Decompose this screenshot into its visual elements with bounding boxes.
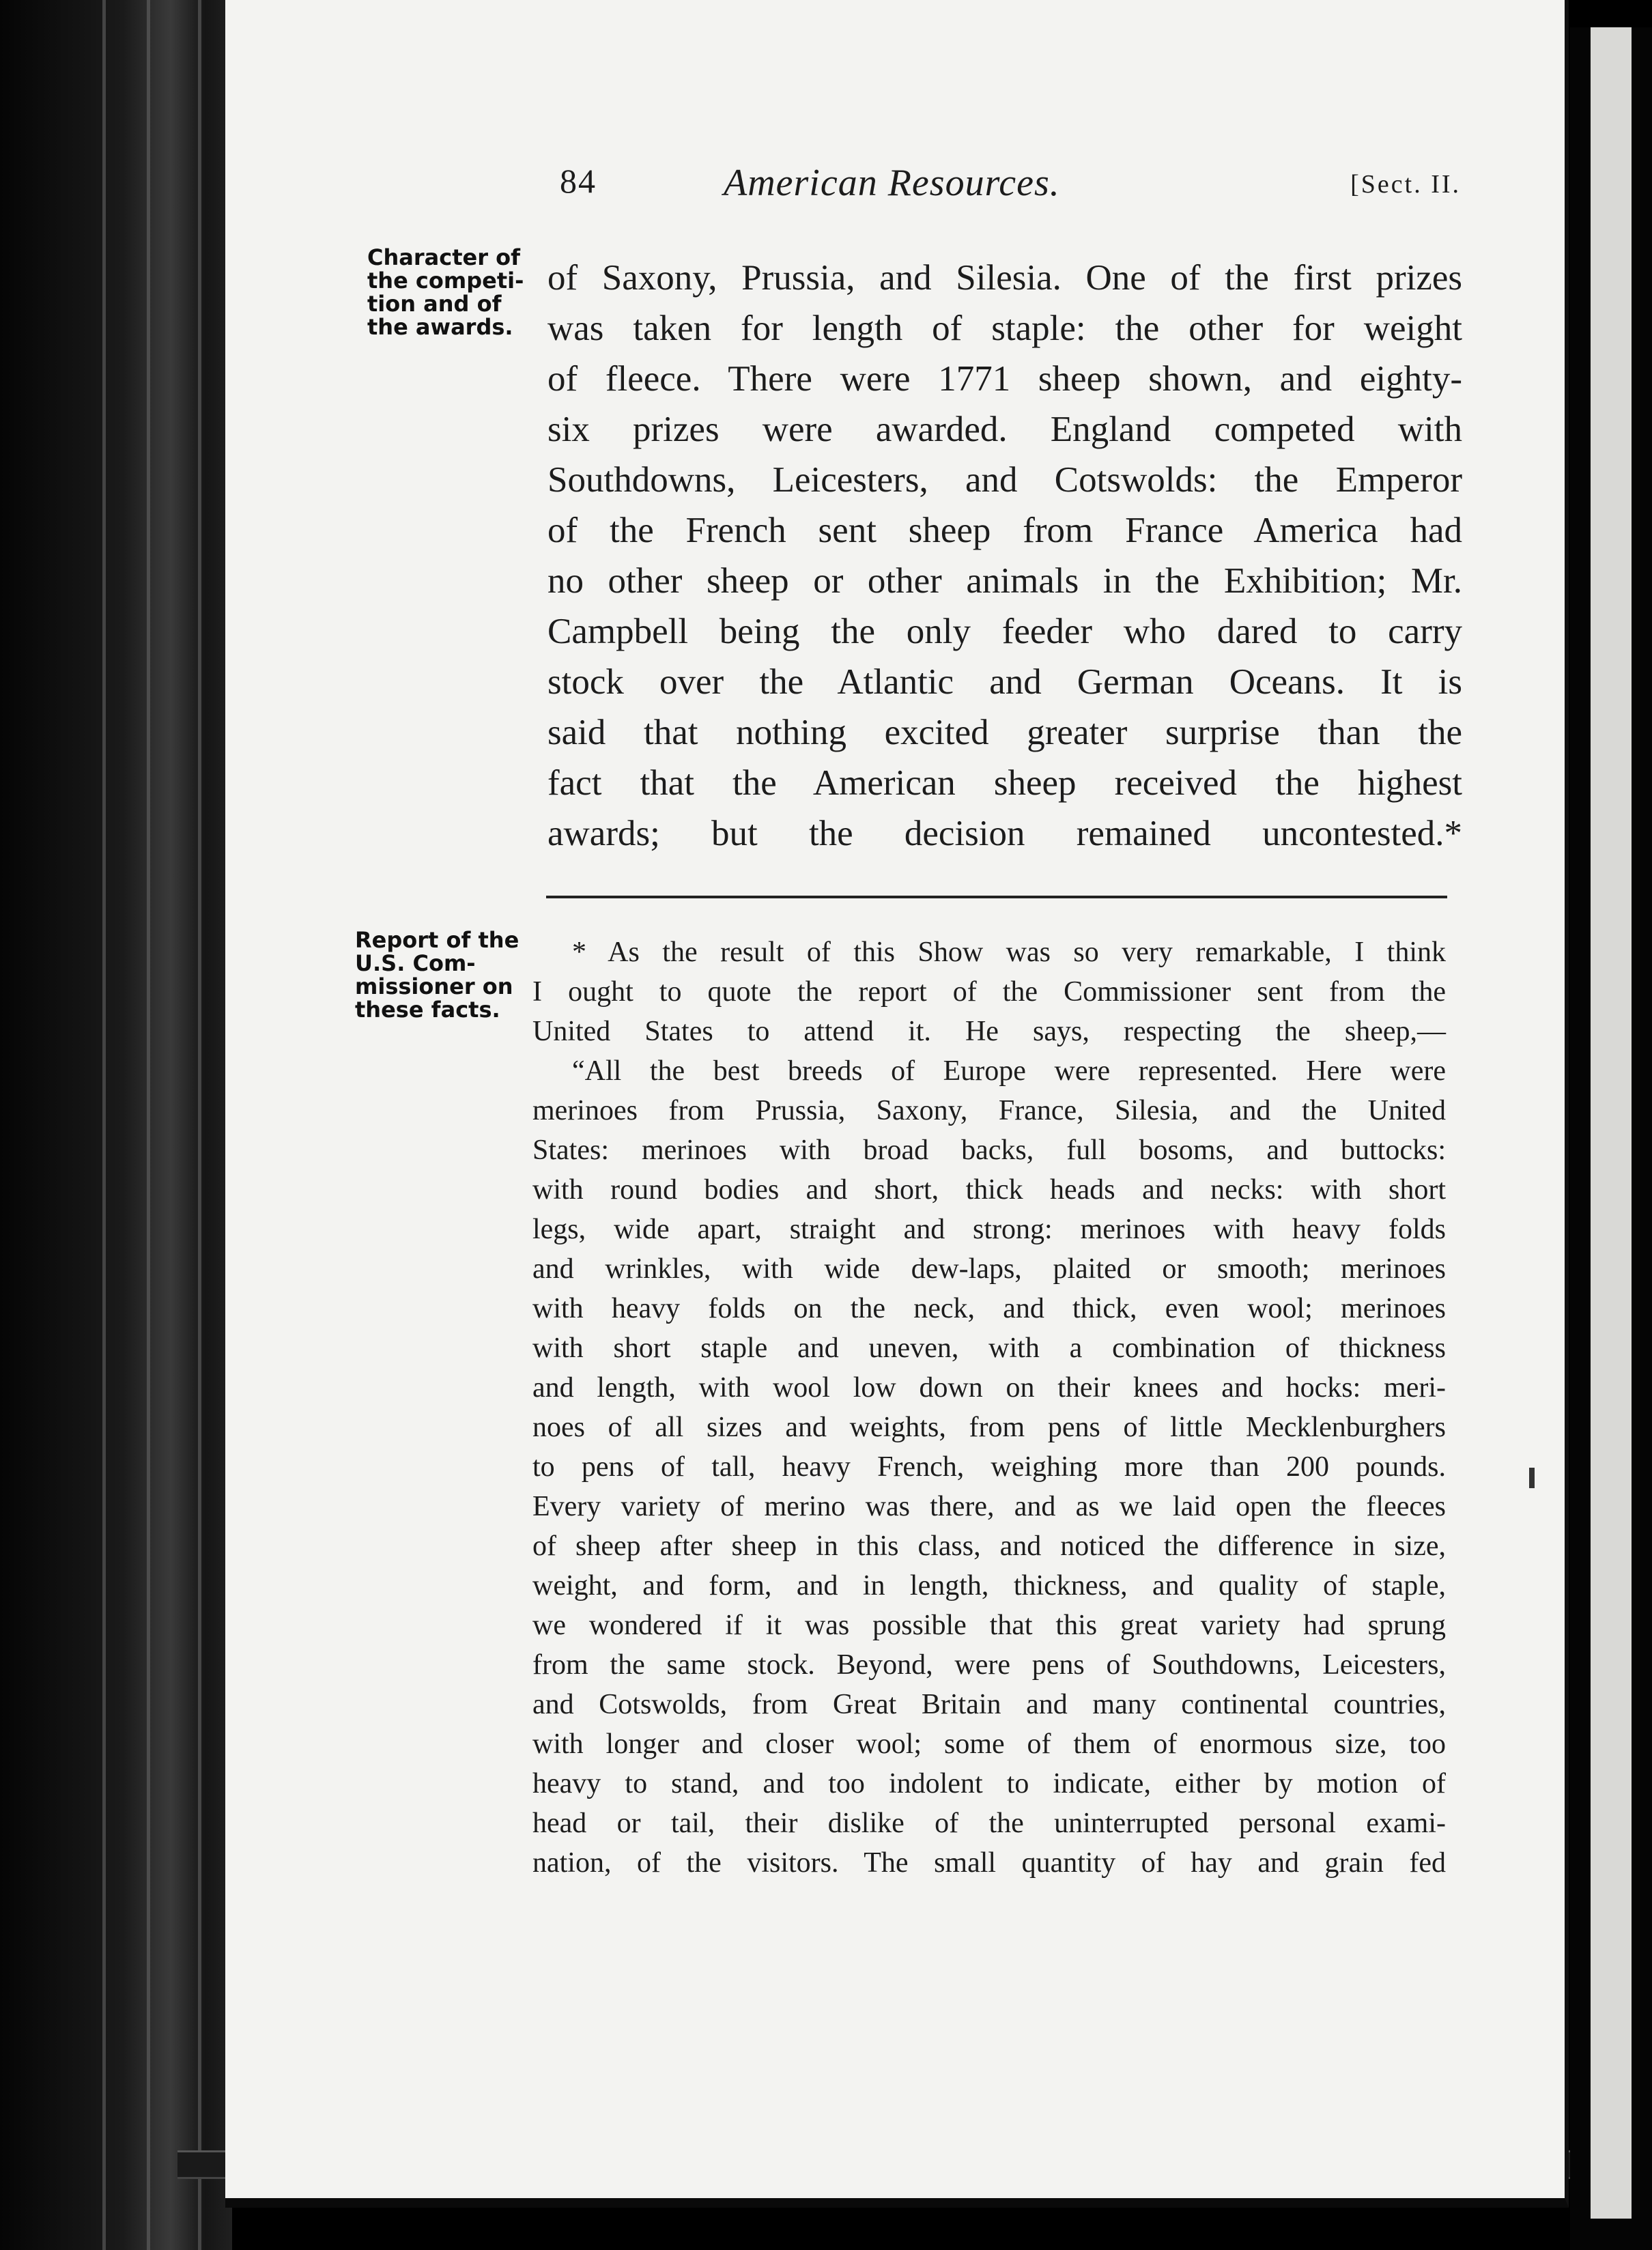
footnote-line: States: merinoes with broad backs, full bosoms, and buttocks: <box>532 1135 1446 1166</box>
text-line: Campbell being the only feeder who dared to carry <box>547 612 1462 651</box>
text-line: stock over the Atlantic and German Oceans. It is <box>547 662 1462 702</box>
text-line: was taken for length of staple: the other for weight <box>547 309 1462 348</box>
footnote-line: noes of all sizes and weights, from pens of little Mecklenburghers <box>532 1412 1446 1443</box>
footnote-line: of sheep after sheep in this class, and noticed the difference in size, <box>532 1530 1446 1562</box>
text-line: fact that the American sheep received the highest <box>547 763 1462 803</box>
next-page-edge <box>1591 27 1632 2219</box>
text-line: said that nothing excited greater surprise than the <box>547 713 1462 752</box>
spine-edge-line <box>147 0 150 2250</box>
footnote-line: with round bodies and short, thick heads and necks: with short <box>532 1174 1446 1206</box>
main-paragraph <box>547 253 1462 859</box>
text-line: of fleece. There were 1771 sheep shown, and eighty- <box>547 359 1462 399</box>
sidenote-line: the competi- <box>367 268 524 294</box>
footnote-line: with short staple and uneven, with a combination of thickness <box>532 1333 1446 1364</box>
footnote-line: Every variety of merino was there, and as we laid open the fleeces <box>532 1491 1446 1522</box>
text-line: awards; but the decision remained uncontested.* <box>547 814 1462 853</box>
footnote-line: from the same stock. Beyond, were pens of Southdowns, Leicesters, <box>532 1649 1446 1681</box>
footnote-line: with heavy folds on the neck, and thick, even wool; merinoes <box>532 1293 1446 1324</box>
sidenote-line: missioner on <box>355 973 513 999</box>
footnote-line: legs, wide apart, straight and strong: merinoes with heavy folds <box>532 1214 1446 1245</box>
sidenote-line: the awards. <box>367 314 513 340</box>
spine-edge-line <box>198 0 201 2250</box>
sidenote-character-of-competition <box>367 246 524 339</box>
sidenote-line: Report of the <box>355 927 519 953</box>
text-line: Southdowns, Leicesters, and Cotswolds: the Emperor <box>547 460 1462 500</box>
footnote-line: and Cotswolds, from Great Britain and many continental countries, <box>532 1689 1446 1720</box>
footnote-line: I ought to quote the report of the Commissioner sent from the <box>532 976 1446 1008</box>
text-line: six prizes were awarded. England competed with <box>547 410 1462 449</box>
text-line: of the French sent sheep from France America had <box>547 511 1462 550</box>
footnote-line: United States to attend it. He says, respecting the sheep,— <box>532 1016 1446 1047</box>
sidenote-report-of-commissioner <box>355 928 519 1021</box>
section-label: [Sect. II. <box>1350 170 1461 199</box>
footnote-line: and wrinkles, with wide dew-laps, plaited or smooth; merinoes <box>532 1253 1446 1285</box>
footnote-line: with longer and closer wool; some of them of enormous size, too <box>532 1728 1446 1760</box>
book-spine <box>0 0 232 2250</box>
footnote-line: heavy to stand, and too indolent to indicate, either by motion of <box>532 1768 1446 1799</box>
footnote-separator-rule <box>546 896 1447 898</box>
running-title: American Resources. <box>724 162 1060 204</box>
footnote <box>532 932 1446 1883</box>
footnote-line: * As the result of this Show was so very remarkable, I think <box>572 937 1446 968</box>
footnote-line: weight, and form, and in length, thickness, and quality of staple, <box>532 1570 1446 1601</box>
text-line: of Saxony, Prussia, and Silesia. One of the first prizes <box>547 258 1462 298</box>
footnote-line: merinoes from Prussia, Saxony, France, Silesia, and the United <box>532 1095 1446 1126</box>
footnote-line: to pens of tall, heavy French, weighing more than 200 pounds. <box>532 1451 1446 1483</box>
page-mark <box>1529 1468 1535 1488</box>
footnote-line: we wondered if it was possible that this great variety had sprung <box>532 1610 1446 1641</box>
footnote-line: nation, of the visitors. The small quantity of hay and grain fed <box>532 1847 1446 1879</box>
footnote-line: head or tail, their dislike of the uninterrupted personal exami- <box>532 1808 1446 1839</box>
sidenote-line: U.S. Com- <box>355 950 476 976</box>
page-number: 84 <box>560 162 597 200</box>
sidenote-line: Character of <box>367 244 521 270</box>
text-line: no other sheep or other animals in the Exhibition; Mr. <box>547 561 1462 601</box>
running-header <box>560 161 1468 216</box>
sidenote-line: these facts. <box>355 997 500 1023</box>
sidenote-line: tion and of <box>367 291 502 317</box>
footnote-line: “All the best breeds of Europe were represented. Here were <box>572 1055 1446 1087</box>
spine-edge-line <box>102 0 106 2250</box>
footnote-line: and length, with wool low down on their knees and hocks: meri- <box>532 1372 1446 1404</box>
